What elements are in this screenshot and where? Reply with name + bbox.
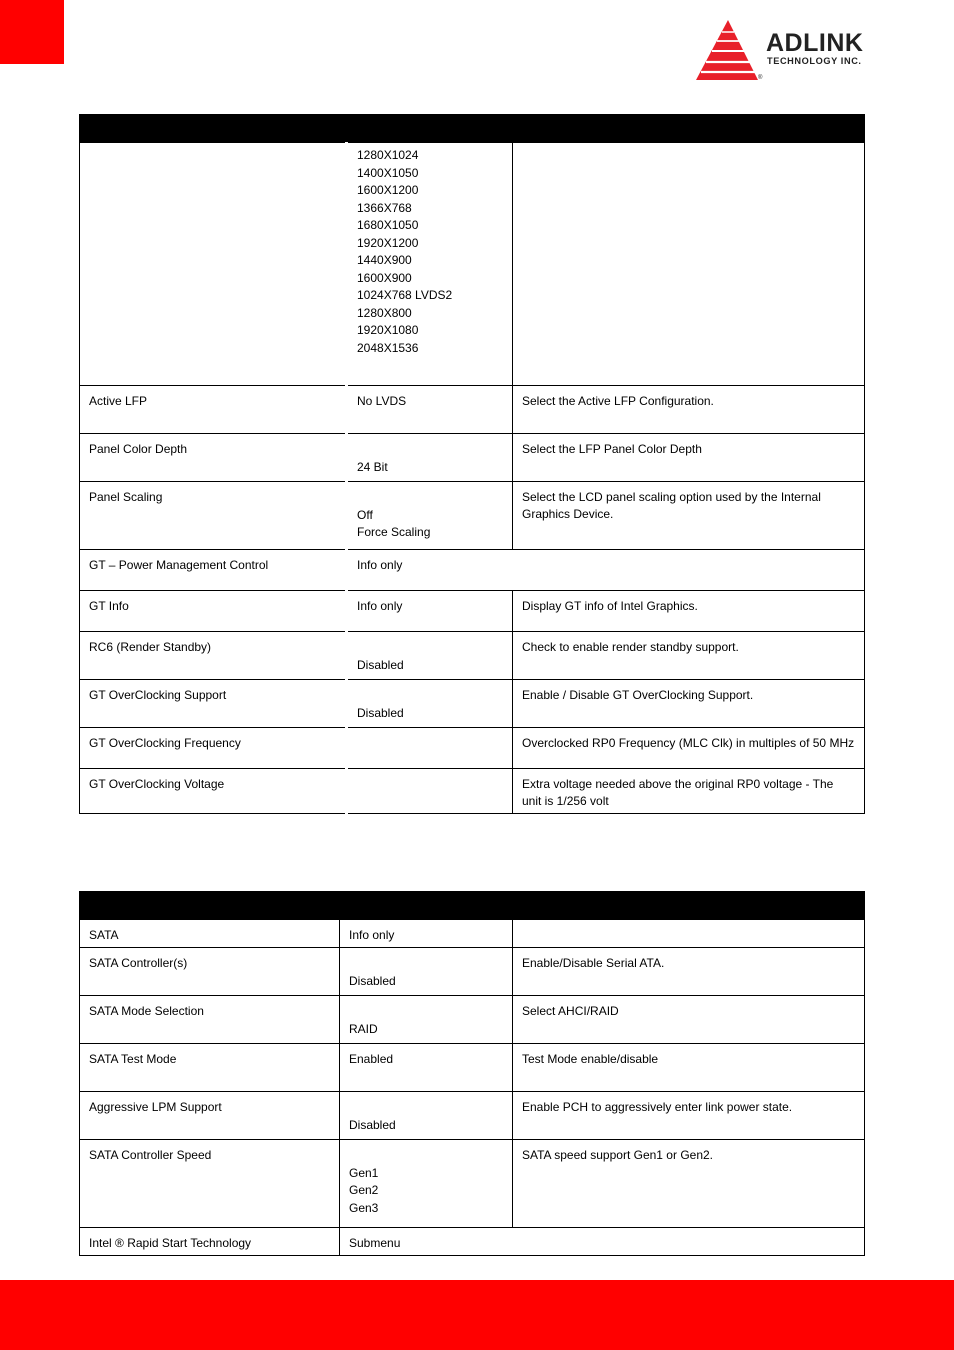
setting-name-cell [80, 769, 347, 814]
table-row [80, 1228, 865, 1256]
setting-options-cell [340, 1044, 513, 1092]
setting-description-cell [513, 632, 865, 680]
setting-options-cell [347, 143, 513, 386]
setting-options-cell [340, 1092, 513, 1140]
setting-name: SATA Mode Selection [89, 1004, 204, 1018]
setting-description-cell [513, 591, 865, 632]
setting-name-cell [80, 680, 347, 728]
setting-name: Panel Color Depth [89, 442, 188, 456]
table-row [80, 920, 865, 948]
brand-tagline: TECHNOLOGY INC. [767, 56, 862, 66]
option-value: 24 Bit [357, 459, 388, 474]
option-value [349, 955, 503, 973]
setting-name: GT Info [89, 599, 129, 613]
setting-description: SATA speed support Gen1 or Gen2. [522, 1148, 714, 1162]
setting-description-cell [513, 1044, 865, 1092]
option-value: Submenu [349, 1236, 401, 1250]
setting-description-cell [513, 434, 865, 482]
setting-name-cell [80, 591, 347, 632]
setting-name: Intel ® Rapid Start Technology [89, 1236, 252, 1250]
setting-name-cell [80, 1228, 340, 1256]
setting-name-cell [80, 550, 347, 591]
option-value [357, 441, 503, 459]
option-value [357, 639, 503, 657]
option-value: Gen3 [349, 1200, 379, 1215]
option-value: Gen1 [349, 1165, 379, 1180]
setting-description-cell [513, 680, 865, 728]
setting-description: Select the LFP Panel Color Depth [522, 442, 702, 456]
table-row [80, 1092, 865, 1140]
setting-description-cell [513, 143, 865, 386]
setting-options-cell [340, 920, 513, 948]
setting-name [89, 147, 336, 165]
setting-name-cell [80, 1092, 340, 1140]
option-value [357, 687, 503, 705]
table-row [80, 996, 865, 1044]
sata-settings-table [79, 891, 865, 1256]
table-row [80, 680, 865, 728]
setting-options-cell [347, 632, 513, 680]
setting-options-cell [340, 948, 513, 996]
setting-options-cell [347, 728, 513, 769]
setting-name: SATA Controller(s) [89, 956, 188, 970]
setting-name-cell [80, 434, 347, 482]
setting-name: SATA [89, 928, 119, 942]
adlink-logo [694, 18, 908, 82]
option-value: Info only [357, 599, 403, 613]
table-row [80, 1140, 865, 1228]
setting-description: Select AHCI/RAID [522, 1004, 619, 1018]
setting-options-cell [340, 1228, 865, 1256]
setting-description: Extra voltage needed above the original RP0 voltage - The unit is 1/256 volt [522, 777, 834, 808]
setting-description-cell [513, 1092, 865, 1140]
option-value [357, 489, 503, 507]
setting-name: GT OverClocking Frequency [89, 736, 241, 750]
option-value: 1920X1080 [357, 323, 419, 337]
setting-name-cell [80, 728, 347, 769]
option-value [349, 1003, 503, 1021]
setting-description-cell [513, 1140, 865, 1228]
setting-description-cell [513, 920, 865, 948]
setting-name: GT OverClocking Voltage [89, 777, 225, 791]
option-value: Gen2 [349, 1183, 379, 1197]
option-value: Disabled [349, 1117, 396, 1132]
corner-tab [0, 0, 64, 64]
setting-name: GT – Power Management Control [89, 558, 269, 572]
setting-name: Aggressive LPM Support [89, 1100, 222, 1114]
setting-name-cell [80, 143, 347, 386]
setting-name: SATA Controller Speed [89, 1148, 212, 1162]
setting-description: Select the Active LFP Configuration. [522, 394, 714, 408]
option-value: Disabled [357, 657, 404, 672]
setting-options-cell [347, 434, 513, 482]
option-value: 1366X768 [357, 200, 412, 215]
table-row [80, 948, 865, 996]
table-header-bar [80, 115, 865, 143]
option-value: Disabled [357, 705, 404, 720]
setting-description-cell [513, 769, 865, 814]
setting-description: Enable/Disable Serial ATA. [522, 956, 665, 970]
setting-description: Select the LCD panel scaling option used by the Internal Graphics Device. [522, 490, 821, 521]
option-value: 1440X900 [357, 253, 412, 267]
setting-name-cell [80, 632, 347, 680]
option-value: RAID [349, 1021, 378, 1036]
option-value: No LVDS [357, 394, 407, 408]
setting-options-cell [347, 386, 513, 434]
setting-name: SATA Test Mode [89, 1052, 177, 1066]
setting-options-cell [347, 680, 513, 728]
registered-mark: ® [758, 75, 763, 81]
setting-name-cell [80, 386, 347, 434]
option-value: Info only [349, 928, 395, 942]
option-value: 2048X1536 [357, 340, 419, 355]
table-row [80, 143, 865, 386]
setting-description-cell [513, 482, 865, 550]
option-value [349, 1147, 503, 1165]
table-row [80, 1044, 865, 1092]
setting-description-cell [513, 948, 865, 996]
option-value: Enabled [349, 1052, 394, 1066]
option-value: 1600X900 [357, 270, 412, 285]
setting-description: Enable / Disable GT OverClocking Support. [522, 688, 754, 702]
option-value: 1280X1024 [357, 148, 419, 162]
table-header-bar [80, 892, 865, 920]
table-row [80, 591, 865, 632]
setting-name-cell [80, 482, 347, 550]
table-row [80, 550, 865, 591]
setting-description: Enable PCH to aggressively enter link power state. [522, 1100, 793, 1114]
setting-name: GT OverClocking Support [89, 688, 227, 702]
setting-description: Display GT info of Intel Graphics. [522, 599, 698, 613]
table-row [80, 728, 865, 769]
option-value: 1024X768 LVDS2 [357, 288, 453, 302]
adlink-triangle-icon [694, 18, 763, 82]
setting-name-cell [80, 1044, 340, 1092]
option-value [349, 1099, 503, 1117]
table-row [80, 632, 865, 680]
setting-description [522, 928, 525, 942]
setting-name-cell [80, 1140, 340, 1228]
option-value: Disabled [349, 973, 396, 988]
option-value: 1680X1050 [357, 218, 419, 232]
graphics-settings-table [79, 114, 865, 814]
setting-name-cell [80, 920, 340, 948]
option-value: Info only [357, 558, 403, 572]
setting-name: RC6 (Render Standby) [89, 640, 212, 654]
setting-description-cell [513, 386, 865, 434]
setting-description: Overclocked RP0 Frequency (MLC Clk) in multiples of 50 MHz [522, 736, 855, 750]
setting-description-cell [513, 996, 865, 1044]
option-value: 1280X800 [357, 305, 412, 320]
setting-name-cell [80, 948, 340, 996]
option-value: 1600X1200 [357, 183, 419, 197]
table-row [80, 769, 865, 814]
setting-name: Active LFP [89, 394, 148, 408]
setting-description: Test Mode enable/disable [522, 1052, 659, 1066]
option-value: 1400X1050 [357, 165, 419, 180]
setting-description [522, 148, 525, 162]
setting-options-cell [340, 996, 513, 1044]
table-row [80, 434, 865, 482]
setting-name: Panel Scaling [89, 490, 163, 504]
option-value: 1920X1200 [357, 235, 419, 250]
setting-options-cell [347, 769, 513, 814]
setting-name-cell [80, 996, 340, 1044]
setting-options-cell [340, 1140, 513, 1228]
setting-description: Check to enable render standby support. [522, 640, 739, 654]
setting-options-cell [347, 550, 865, 591]
option-value: Off [357, 507, 373, 522]
setting-options-cell [347, 591, 513, 632]
setting-options-cell [347, 482, 513, 550]
table-row [80, 482, 865, 550]
option-value: Force Scaling [357, 525, 431, 539]
setting-description-cell [513, 728, 865, 769]
table-row [80, 386, 865, 434]
brand-name: ADLINK [766, 29, 864, 57]
footer-band [0, 1280, 954, 1350]
